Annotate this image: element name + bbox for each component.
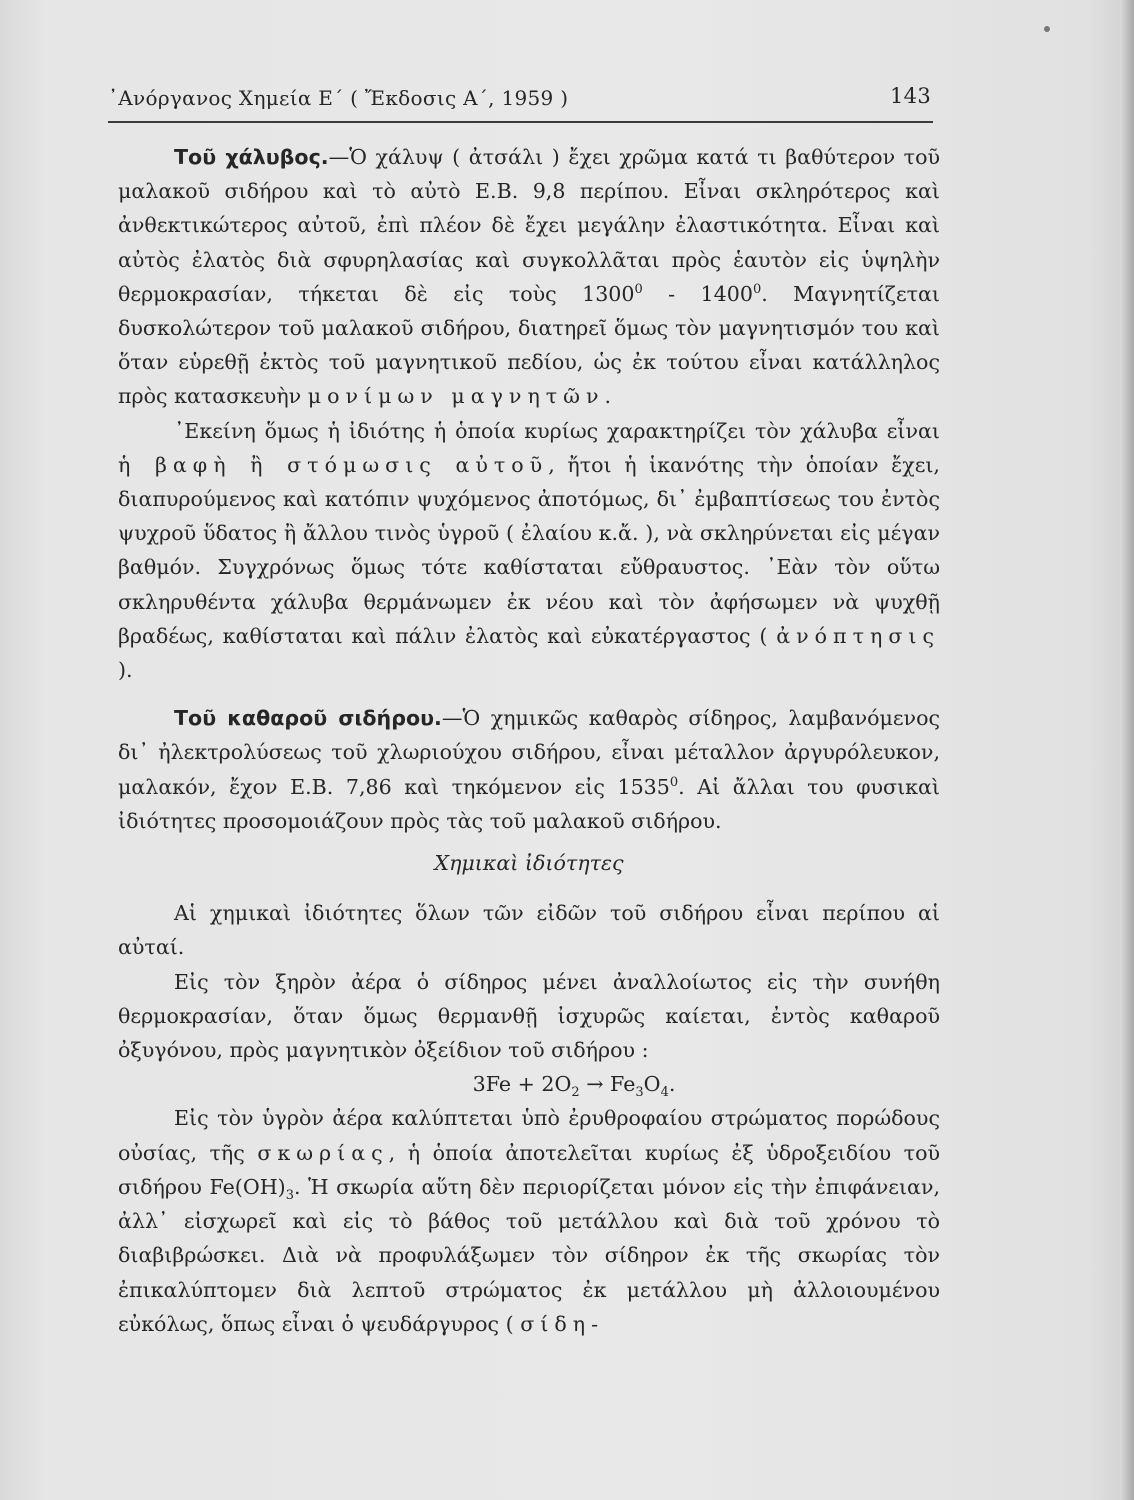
page-body bbox=[118, 140, 940, 1341]
text: . Αἱ ἄλλαι του φυσικαὶ ἰδιότητες προσομοιάζουν πρὸς τὰς τοῦ μαλακοῦ σιδήρου. bbox=[118, 774, 941, 833]
running-title: ᾿Ανόργανος Χημεία Ε΄ ( Ἔκδοσις Α΄, 1959 ) bbox=[108, 86, 569, 110]
text: . bbox=[604, 384, 612, 409]
degree-sup: 0 bbox=[752, 281, 762, 297]
heading-steel: Τοῦ χάλυβος. bbox=[174, 145, 329, 169]
page-edge-shadow bbox=[1120, 0, 1134, 1500]
spaced-term: ἀνόπτησις bbox=[776, 623, 940, 648]
paragraph-rust bbox=[118, 1101, 940, 1340]
chemical-equation bbox=[118, 1067, 940, 1101]
spaced-term: σκωρίας bbox=[257, 1140, 389, 1165]
text: ᾿Εκείνη ὅμως ἡ ἰδιότης ἡ ὁποία κυρίως χαρακτηρίζει τὸν χάλυβα εἶναι bbox=[174, 418, 940, 443]
arrow: → bbox=[579, 1072, 611, 1097]
subscript: 3 bbox=[635, 1085, 644, 1101]
scan-speck bbox=[1044, 26, 1050, 32]
header-rule bbox=[108, 121, 933, 123]
text: . Μαγνητίζεται δυσκολώτερον τοῦ μαλακοῦ σιδήρου, διατηρεῖ ὅμως τὸν μαγνητισμόν του καὶ ὅταν εὑρεθῇ ἐκτὸς τοῦ μαγνητικοῦ πεδίου, ὡς ἐκ τούτου εἶναι κατάλληλος πρὸς κατασκευὴν bbox=[118, 281, 940, 409]
text: ). bbox=[118, 658, 133, 683]
page-header bbox=[108, 86, 933, 116]
equation-fe: Fe bbox=[610, 1072, 636, 1097]
paragraph-dry-air: Εἰς τὸν ξηρὸν ἀέρα ὁ σίδηρος μένει ἀναλλοίωτος εἰς τὴν συνήθη θερμοκρασίαν, ὅταν ὅμως θερμανθῇ ἰσχυρῶς καίεται, ἐντὸς καθαροῦ ὀξυγόνου, πρὸς μαγνητικὸν ὀξείδιον τοῦ σιδήρου : bbox=[118, 969, 940, 1063]
page-number: 143 bbox=[890, 84, 931, 108]
spaced-term: σίδη- bbox=[520, 1311, 605, 1336]
degree-sup: 0 bbox=[634, 281, 643, 297]
text: Εἰς τὸν ὑγρὸν ἀέρα καλύπτεται ὑπὸ ἐρυθροφαίου στρώματος πορώδους οὐσίας, τῆς bbox=[118, 1106, 940, 1165]
text: —Ὁ χημικῶς καθαρὸς σίδηρος, λαμβανόμενος δι᾿ ἠλεκτρολύσεως τοῦ χλωριούχου σιδήρου, εἶναι μέταλλον ἀργυρόλευκον, μαλακόν, ἔχον Ε.Β. 7,86 καὶ τηκόμενον εἰς 1535 bbox=[118, 706, 940, 799]
degree-sup: 0 bbox=[669, 774, 679, 790]
paragraph-chem-props: Αἱ χημικαὶ ἰδιότητες ὅλων τῶν εἰδῶν τοῦ σιδήρου εἶναι περίπου αἱ αὐταί. bbox=[118, 901, 940, 960]
text: , ἤτοι ἡ ἱκανότης τὴν ὁποίαν ἔχει, διαπυρούμενος καὶ κατόπιν ψυχόμενος ἀποτόμως, δι᾿ ἐμβαπτίσεως του ἐντὸς ψυχροῦ ὕδατος ἢ ἄλλου τινὸς ὑγροῦ ( ἐλαίου κ.ἄ. ), νὰ σκληρύνεται εἰς μέγαν βαθμόν. Συγχρόνως ὅμως τότε καθίσταται εὔθραυστος. ᾿Εὰν τὸν οὕτω σκληρυθέντα χάλυβα θερμάνωμεν ἐκ νέου καὶ τὸν ἀφήσωμεν νὰ ψυχθῇ βραδέως, καθίσταται καὶ πάλιν ἐλατὸς καὶ εὐκατέργαστος ( bbox=[118, 452, 940, 648]
paragraph-pure-iron bbox=[118, 701, 940, 838]
section-title: Χημικαὶ ἰδιότητες bbox=[434, 851, 624, 876]
subscript: 4 bbox=[660, 1085, 669, 1101]
text: . Ἡ σκωρία αὕτη δὲν περιορίζεται μόνον εἰς τὴν ἐπιφάνειαν, ἀλλ᾿ εἰσχωρεῖ καὶ εἰς τὸ βάθος τοῦ μετάλλου καὶ διὰ τοῦ χρόνου τὸ διαβιβρώσκει. Διὰ νὰ προφυλάξωμεν τὸν σίδηρον ἐκ τῆς σκωρίας τὸν ἐπικαλύπτομεν διὰ λεπτοῦ στρώματος ἐκ μετάλλου μὴ ἀλλοιουμένου εὐκόλως, ὅπως εἶναι ὁ ψευδάργυρος ( bbox=[118, 1174, 941, 1336]
text: - 1400 bbox=[642, 281, 753, 306]
text: , ἡ ὁποία ἀποτελεῖται κυρίως ἐξ ὑδροξειδίου τοῦ σιδήρου Fe(OH) bbox=[118, 1140, 940, 1199]
spaced-term: ἡ βαφὴ ἢ στόμωσις αὐτοῦ bbox=[118, 452, 549, 477]
equation-o: O bbox=[643, 1072, 661, 1097]
subscript: 2 bbox=[571, 1085, 580, 1101]
paragraph-steel bbox=[118, 140, 940, 414]
text: —Ὁ χάλυψ ( ἀτσάλι ) ἔχει χρῶμα κατά τι βαθύτερον τοῦ μαλακοῦ σιδήρου καὶ τὸ αὐτὸ Ε.Β. 9,8 περίπου. Εἶναι σκληρότερος καὶ ἀνθεκτικώτερος αὐτοῦ, ἐπὶ πλέον δὲ ἔχει μεγάλην ἐλαστικότητα. Εἶναι καὶ αὐτὸς ἐλατὸς διὰ σφυρηλασίας καὶ συγκολλᾶται πρὸς ἑαυτὸν εἰς ὑψηλὴν θερμοκρασίαν, τήκεται δὲ εἰς τοὺς 1300 bbox=[118, 145, 940, 306]
equation-end: . bbox=[668, 1072, 676, 1097]
paragraph-hardening bbox=[118, 414, 940, 688]
heading-pure-iron: Τοῦ καθαροῦ σιδήρου. bbox=[174, 706, 442, 731]
subscript: 3 bbox=[285, 1188, 294, 1203]
spaced-term: μονίμων μαγνητῶν bbox=[307, 384, 605, 409]
equation-lhs: 3Fe + 2O bbox=[472, 1072, 572, 1097]
